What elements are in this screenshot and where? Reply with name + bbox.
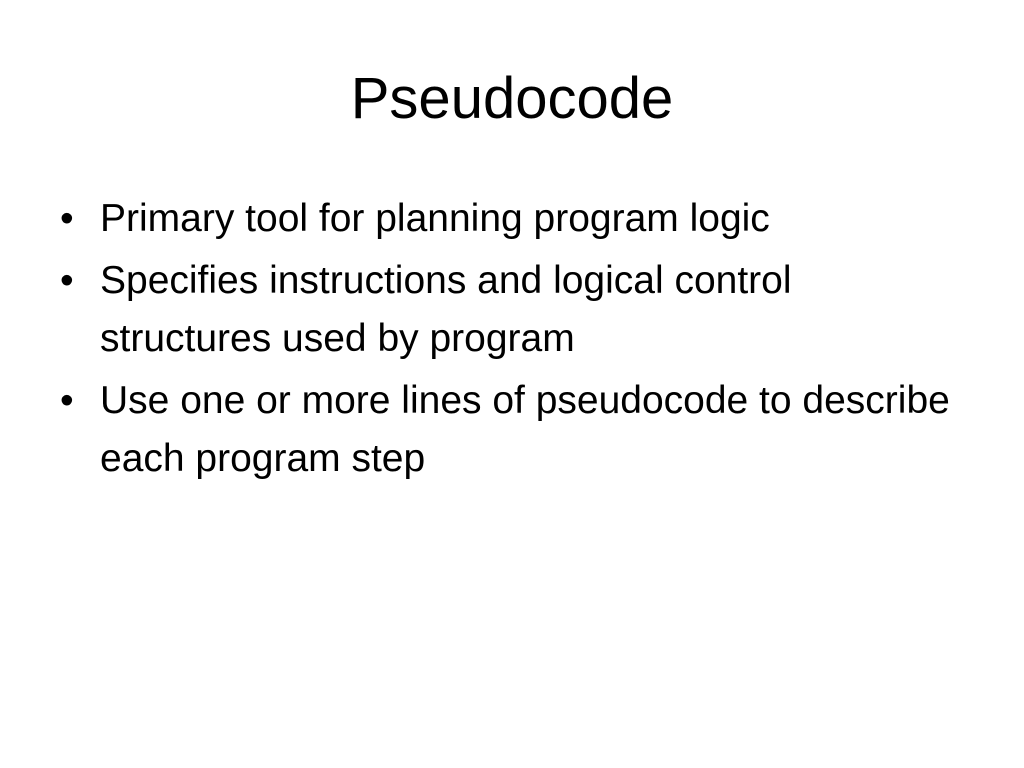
bullet-text: Primary tool for planning program logic [100,197,770,240]
bullet-item [60,252,960,368]
bullet-text: Use one or more lines of pseudocode to describe each program step [100,379,950,480]
bullet-text: Specifies instructions and logical control structures used by program [100,259,792,360]
bullet-item [60,372,960,488]
bullet-list [60,190,960,492]
bullet-icon: • [60,259,74,302]
bullet-icon: • [60,197,74,240]
slide-title: Pseudocode [350,66,674,131]
bullet-item [60,190,960,248]
bullet-icon: • [60,379,74,422]
